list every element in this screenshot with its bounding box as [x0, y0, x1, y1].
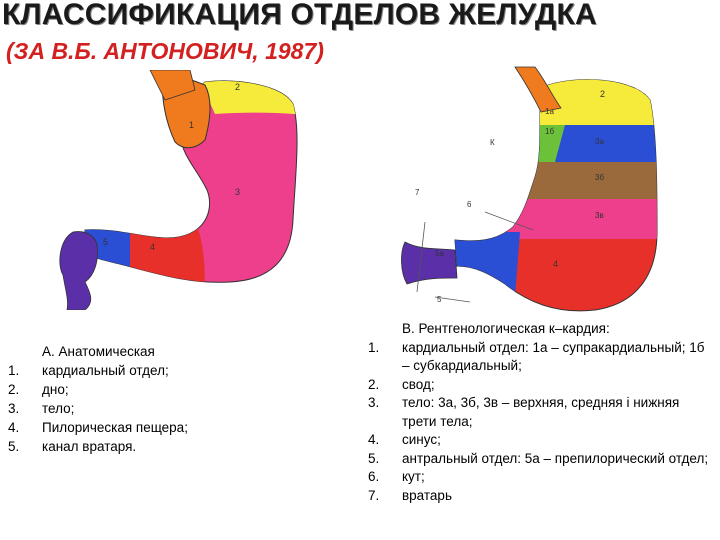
list-heading: В. Рентгенологическая к–кардия:	[402, 321, 610, 336]
list-heading: А. Анатомическая	[42, 344, 155, 359]
list-item	[368, 394, 713, 431]
fundus-region	[495, 52, 670, 125]
figure-label: 5а	[435, 249, 444, 258]
antral-region	[455, 232, 520, 317]
list-item-number: 3.	[8, 401, 20, 416]
radiological-stomach-diagram	[395, 52, 670, 317]
list-item-text: канал вратаря.	[42, 439, 137, 454]
pylorus-region	[401, 242, 457, 284]
page-subtitle: (ЗА В.Б. АНТОНОВИЧ, 1987)	[6, 38, 324, 64]
radiological-classification-list	[368, 320, 713, 505]
list-item	[8, 361, 308, 380]
figure-label: 1	[189, 120, 195, 130]
list-item-text: кардиальный отдел: 1а – супракардиальный; 1б – субкардиальный;	[402, 339, 705, 373]
list-item	[8, 380, 308, 399]
anatomical-classification-list	[8, 342, 308, 456]
list-item-text: тело;	[42, 401, 75, 416]
list-item	[368, 376, 713, 395]
list-item-text: свод;	[402, 376, 435, 392]
figure-label: 5	[103, 237, 109, 247]
list-item	[368, 450, 713, 469]
figure-label: 7	[415, 188, 420, 197]
figure-label: 4	[150, 242, 156, 252]
body-lower-region	[495, 199, 670, 239]
list-item	[8, 437, 308, 456]
list-item	[8, 399, 308, 418]
list-item-text: Пилорическая пещера;	[42, 420, 188, 435]
page-title: КЛАССИФИКАЦИЯ ОТДЕЛОВ ЖЕЛУДКА	[2, 0, 597, 31]
list-item-text: кут;	[402, 469, 425, 484]
list-item-number: 5.	[368, 450, 380, 466]
figure-label: 2	[235, 82, 241, 92]
list-heading-row	[368, 320, 713, 339]
list-item-number: 2.	[368, 376, 380, 392]
list-item-number: 3.	[368, 395, 380, 410]
list-item-number: 1.	[368, 339, 380, 355]
list-item	[368, 431, 713, 450]
list-item-text: тело: 3а, 3б, 3в – верхняя, средняя і нижняя трети тела;	[402, 395, 680, 429]
list-item-text: вратарь	[402, 487, 452, 503]
figure-label: 6	[467, 200, 472, 209]
antrum-region	[130, 220, 205, 300]
list-item	[368, 487, 713, 506]
figure-label: 3в	[595, 211, 604, 220]
list-item-text: кардиальный отдел;	[42, 363, 169, 378]
figure-label: 2	[600, 89, 606, 99]
figure-label: 1б	[545, 127, 555, 136]
list-item-number: 2.	[8, 382, 20, 397]
list-item-text: синус;	[402, 432, 441, 447]
list-item-number: 1.	[8, 363, 20, 378]
list-item	[368, 468, 713, 487]
body-upper-region	[495, 125, 670, 162]
list-item-text: дно;	[42, 382, 69, 397]
pylorus-region	[60, 232, 98, 310]
list-item-text: антральный отдел: 5а – препилорический отдел;	[402, 450, 709, 466]
list-heading-row	[8, 342, 308, 361]
list-item-number: 6.	[368, 469, 380, 484]
figure-label: 3а	[595, 137, 604, 146]
figure-label: 5	[437, 295, 442, 304]
anatomical-stomach-diagram	[55, 70, 310, 310]
figure-label: 4	[553, 259, 559, 269]
list-item-number: 4.	[8, 420, 20, 435]
list-item-number: 5.	[8, 439, 20, 454]
list-item	[368, 339, 713, 376]
figure-label: 1а	[545, 107, 554, 116]
figure-label: 3	[235, 187, 241, 197]
list-item-number: 7.	[368, 487, 380, 503]
figure-label: К	[490, 138, 495, 147]
list-item	[8, 418, 308, 437]
figure-label: 3б	[595, 173, 605, 182]
body-middle-region	[495, 162, 670, 199]
list-item-number: 4.	[368, 432, 380, 447]
